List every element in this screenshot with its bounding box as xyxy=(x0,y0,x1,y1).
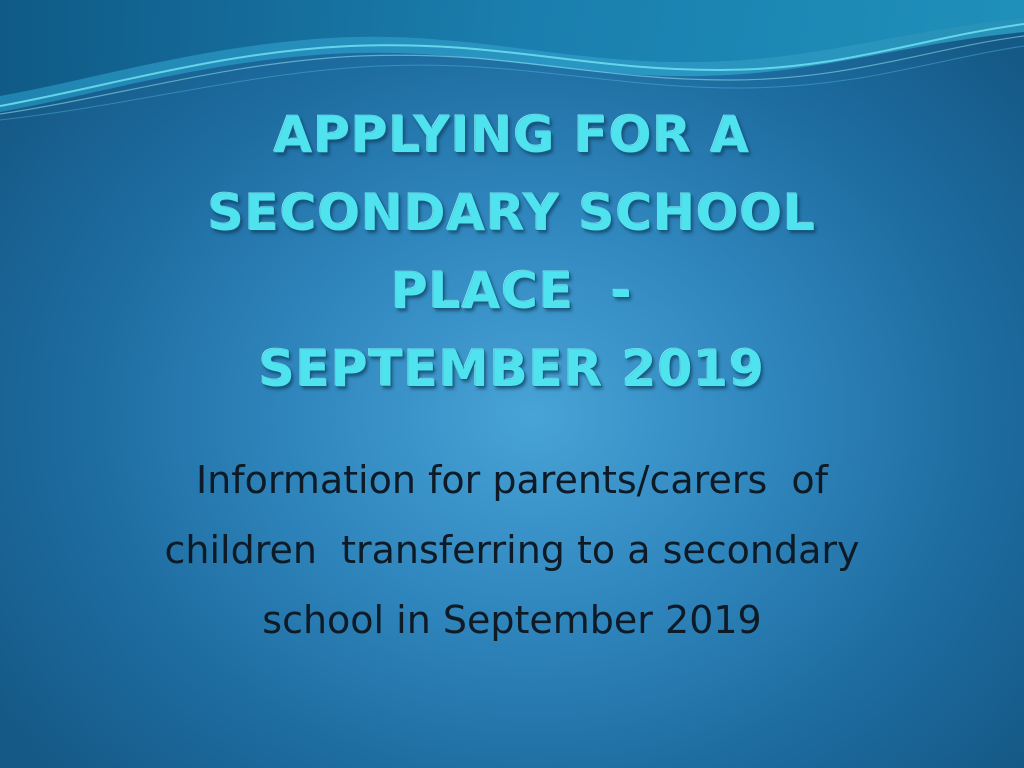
subtitle-line: Information for parents/carers of xyxy=(195,458,829,502)
title-line: SECONDARY SCHOOL xyxy=(207,184,817,242)
title-line: APPLYING FOR A xyxy=(273,106,751,164)
slide-subtitle xyxy=(70,445,954,655)
slide-title xyxy=(112,96,912,408)
subtitle-line: school in September 2019 xyxy=(262,598,762,642)
subtitle-line: children transferring to a secondary xyxy=(164,528,860,572)
title-line: PLACE - xyxy=(391,262,633,320)
title-line: SEPTEMBER 2019 xyxy=(258,340,766,398)
